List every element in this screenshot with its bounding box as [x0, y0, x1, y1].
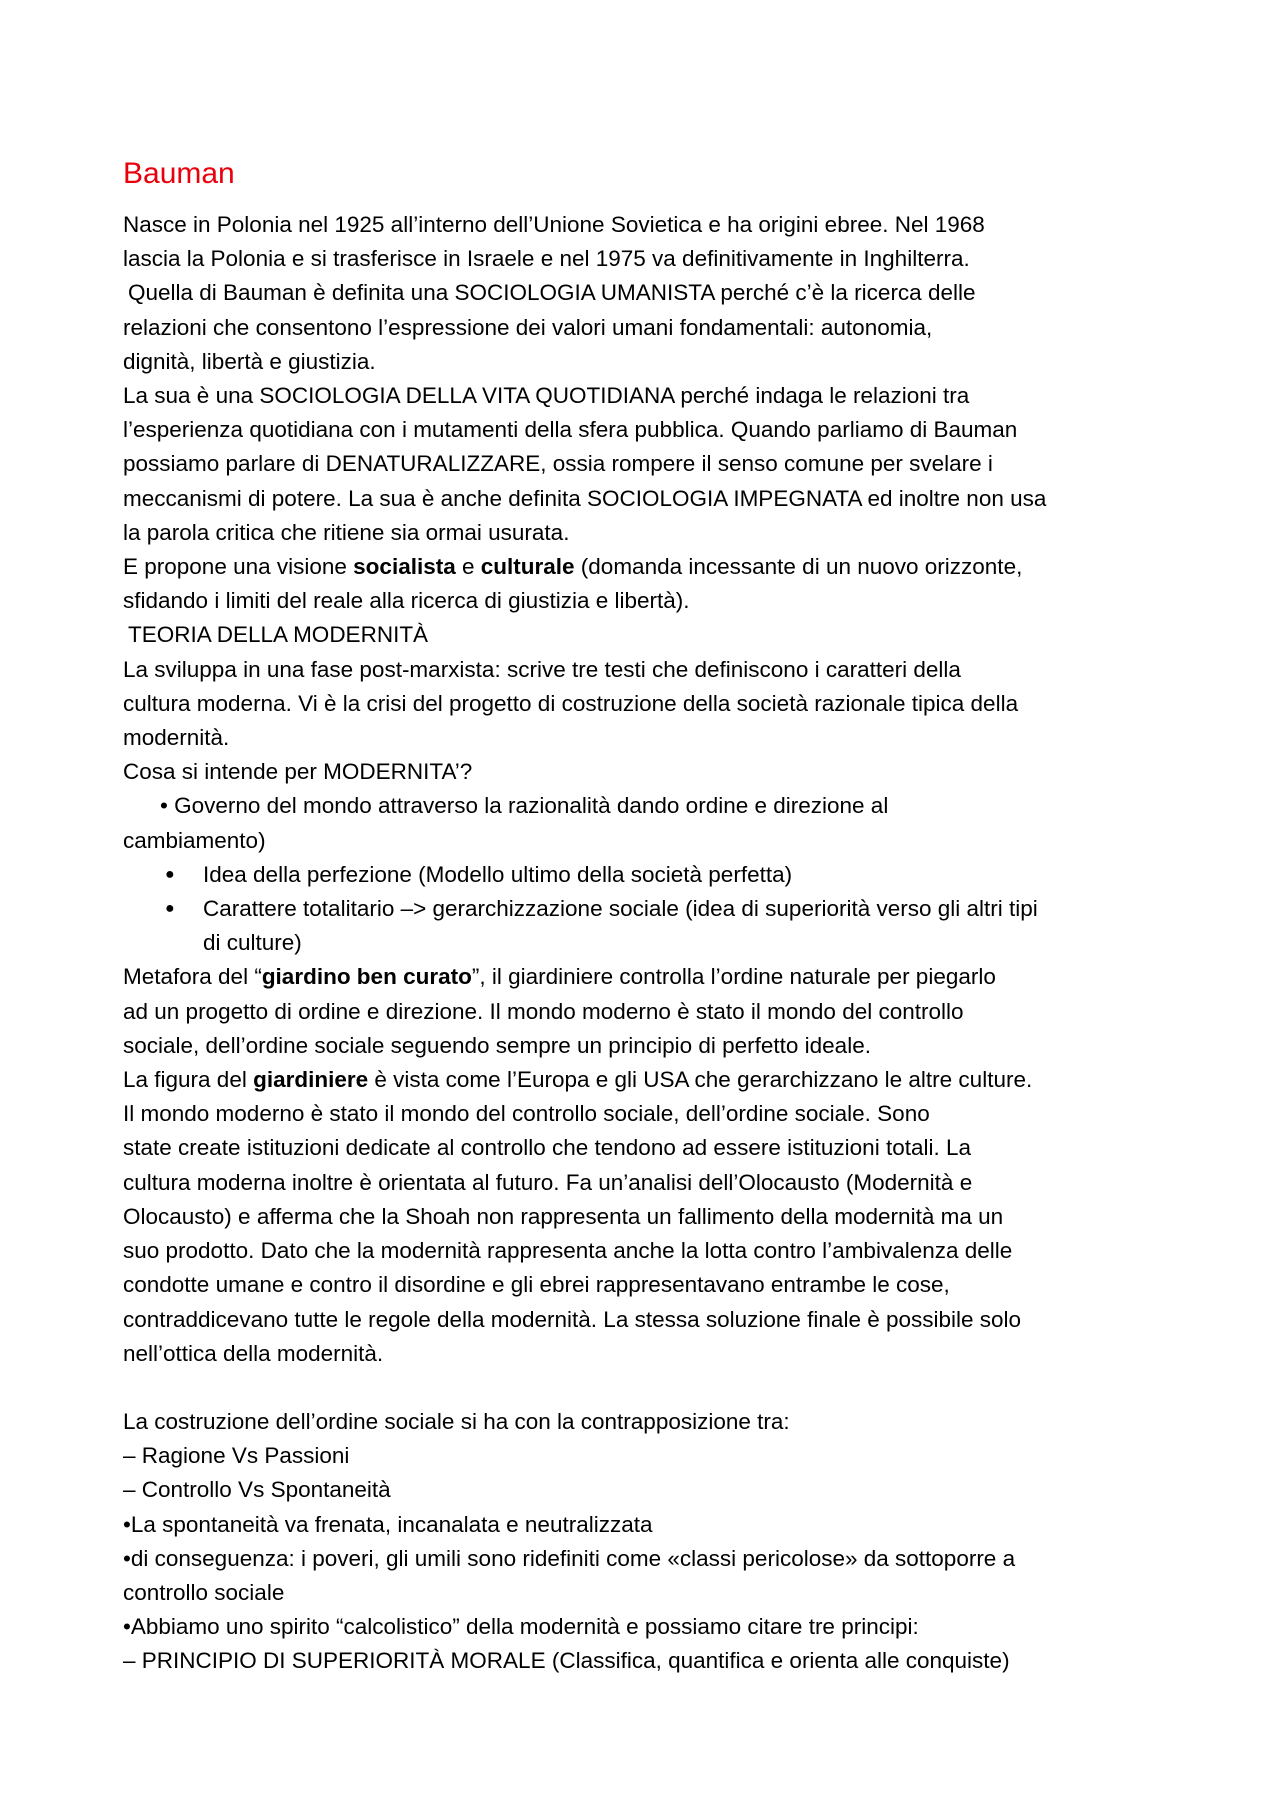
paragraph-everyday-sociology	[123, 379, 1175, 550]
text-run: ”, il giardiniere controlla l’ordine naturale per piegarlo	[471, 964, 996, 990]
text-line: cultura moderna. Vi è la crisi del progetto di costruzione della società razionale tipica della	[123, 690, 1019, 716]
paragraph-modernity	[123, 653, 1175, 790]
paragraph-vision	[123, 550, 1175, 618]
text-line: possiamo parlare di DENATURALIZZARE, ossia rompere il senso comune per svelare i	[123, 451, 993, 477]
text-run: e	[455, 554, 481, 580]
bold-culturale: culturale	[480, 554, 575, 580]
text-line: – PRINCIPIO DI SUPERIORITÀ MORALE (Classifica, quantifica e orienta alle conquiste)	[123, 1648, 1010, 1674]
text-line	[123, 1063, 1175, 1097]
text-line: lascia la Polonia e si trasferisce in Israele e nel 1975 va definitivamente in Inghilterra.	[123, 246, 970, 272]
text-run: E propone una visione	[123, 554, 354, 580]
text-line: •Abbiamo uno spirito “calcolistico” della modernità e possiamo citare tre principi:	[123, 1614, 919, 1640]
paragraph-social-order	[123, 1405, 1175, 1679]
text-line: meccanismi di potere. La sua è anche definita SOCIOLOGIA IMPEGNATA ed inoltre non usa	[123, 485, 1047, 511]
text-line: Olocausto) e afferma che la Shoah non rappresenta un fallimento della modernità ma un	[123, 1203, 1004, 1229]
text-line: Il mondo moderno è stato il mondo del controllo sociale, dell’ordine sociale. Sono	[123, 1101, 930, 1127]
text-line: state create istituzioni dedicate al controllo che tendono ad essere istituzioni totali. La	[123, 1135, 972, 1161]
list-item	[165, 892, 1175, 960]
text-run: Metafora del “	[123, 964, 262, 990]
list-item	[165, 858, 1175, 892]
paragraph-biography	[123, 208, 1175, 379]
text-line: suo prodotto. Dato che la modernità rappresenta anche la lotta contro l’ambivalenza delle	[123, 1238, 1013, 1264]
text-line: Nasce in Polonia nel 1925 all’interno dell’Unione Sovietica e ha origini ebree. Nel 1968	[123, 212, 985, 237]
paragraph-gardener	[123, 1063, 1175, 1371]
text-line: relazioni che consentono l’espressione dei valori umani fondamentali: autonomia,	[123, 314, 933, 340]
section-heading: TEORIA DELLA MODERNITÀ	[128, 622, 429, 648]
list-item-text	[203, 858, 792, 892]
text-line: condotte umane e contro il disordine e gli ebrei rappresentavano entrambe le cose,	[123, 1272, 950, 1298]
text-line: La costruzione dell’ordine sociale si ha con la contrapposizione tra:	[123, 1408, 790, 1434]
text-line: cambiamento)	[123, 827, 266, 853]
text-line: La sviluppa in una fase post-marxista: scrive tre testi che definiscono i caratteri della	[123, 656, 961, 682]
bold-giardiniere: giardiniere	[253, 1067, 369, 1093]
document-title: Bauman	[123, 157, 235, 190]
blank-line	[123, 1371, 1175, 1405]
paragraph-garden-metaphor	[123, 960, 1175, 1063]
text-line: modernità.	[123, 725, 230, 751]
text-line: la parola critica che ritiene sia ormai usurata.	[123, 519, 570, 545]
text-line: contraddicevano tutte le regole della modernità. La stessa soluzione finale è possibile solo	[123, 1306, 1022, 1332]
text-line: • Governo del mondo attraverso la razionalità dando ordine e direzione al	[160, 793, 889, 819]
text-line	[123, 960, 1175, 994]
text-line: •di conseguenza: i poveri, gli umili sono ridefiniti come «classi pericolose» da sottoporre a	[123, 1545, 1016, 1571]
text-line	[123, 550, 1175, 584]
list-item-text	[203, 892, 1038, 960]
bold-giardino: giardino ben curato	[261, 964, 472, 990]
text-run: è vista come l’Europa e gli USA che gerarchizzano le altre culture.	[368, 1067, 1033, 1093]
text-line: Cosa si intende per MODERNITA’?	[123, 759, 473, 785]
text-run: (domanda incessante di un nuovo orizzonte,	[574, 554, 1023, 580]
bullet-icon: ●	[165, 900, 175, 918]
text-line: – Ragione Vs Passioni	[123, 1443, 350, 1469]
text-line: La sua è una SOCIOLOGIA DELLA VITA QUOTIDIANA perché indaga le relazioni tra	[123, 383, 970, 409]
bullet-icon: ●	[165, 865, 175, 883]
bullet-list	[123, 858, 1175, 961]
first-bullet	[123, 789, 1175, 857]
text-line: sociale, dell’ordine sociale seguendo sempre un principio di perfetto ideale.	[123, 1032, 871, 1058]
text-line: sfidando i limiti del reale alla ricerca di giustizia e libertà).	[123, 588, 690, 614]
text-line: cultura moderna inoltre è orientata al futuro. Fa un’analisi dell’Olocausto (Modernità e	[123, 1169, 973, 1195]
text-line: – Controllo Vs Spontaneità	[123, 1477, 391, 1503]
text-line: Idea della perfezione (Modello ultimo della società perfetta)	[203, 861, 793, 887]
text-line: Carattere totalitario –> gerarchizzazione sociale (idea di superiorità verso gli altri tipi	[203, 896, 1038, 922]
text-line: di culture)	[203, 930, 302, 956]
text-run: La figura del	[123, 1067, 254, 1093]
text-line: Quella di Bauman è definita una SOCIOLOGIA UMANISTA perché c’è la ricerca delle	[128, 280, 976, 306]
text-line: •La spontaneità va frenata, incanalata e neutralizzata	[123, 1511, 653, 1537]
bold-socialista: socialista	[353, 554, 456, 580]
text-line: dignità, libertà e giustizia.	[123, 348, 376, 374]
text-line: controllo sociale	[123, 1579, 285, 1605]
text-line: nell’ottica della modernità.	[123, 1340, 384, 1366]
text-line: l’esperienza quotidiana con i mutamenti della sfera pubblica. Quando parliamo di Bauman	[123, 417, 1018, 443]
text-line: ad un progetto di ordine e direzione. Il mondo moderno è stato il mondo del controllo	[123, 998, 964, 1024]
